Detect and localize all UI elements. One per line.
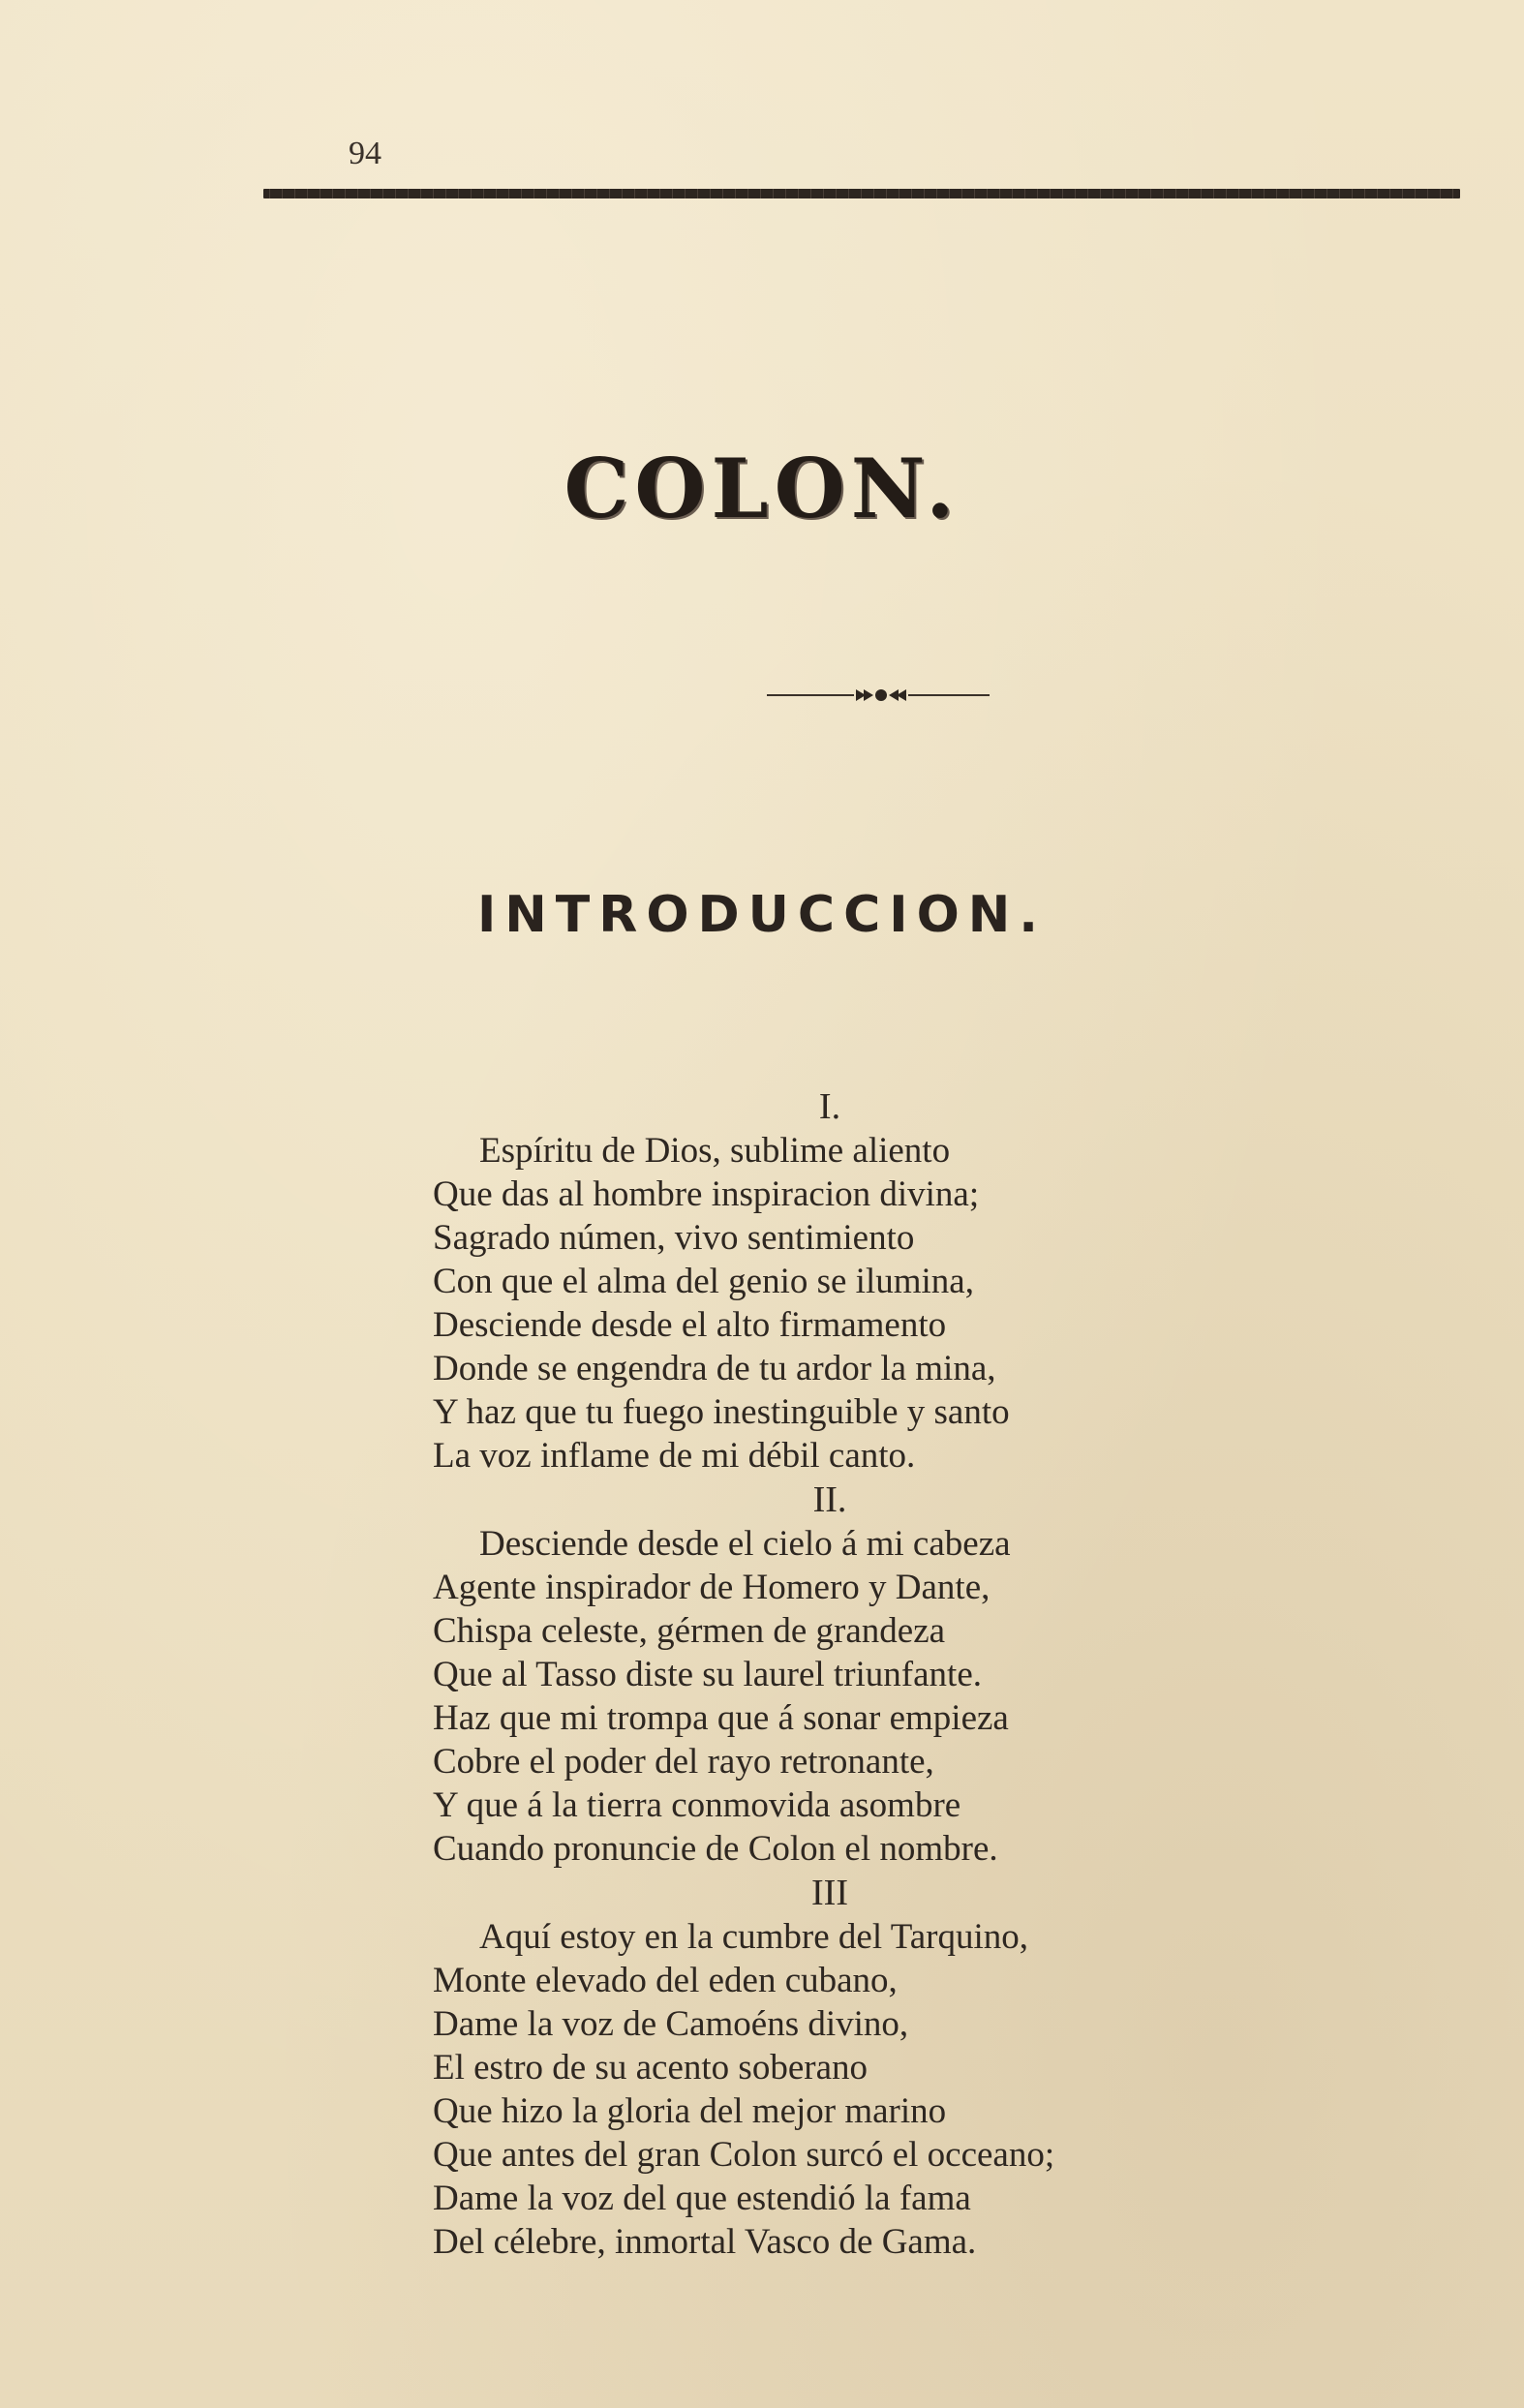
stanza-numeral: II.	[812, 1479, 847, 1520]
verse-line: Espíritu de Dios, sublime aliento	[479, 1131, 951, 1171]
verse-line: Del célebre, inmortal Vasco de Gama.	[433, 2222, 977, 2262]
verse-line: Que antes del gran Colon surcó el occeano;	[433, 2135, 1055, 2175]
verse-line: Aquí estoy en la cumbre del Tarquino,	[479, 1917, 1028, 1957]
verse-line: Haz que mi trompa que á sonar empieza	[433, 1698, 1009, 1738]
stanza-1	[0, 1084, 1524, 1478]
verse-line: Que das al hombre inspiracion divina;	[433, 1174, 980, 1214]
stanza-numeral: III	[811, 1873, 848, 1913]
verse-line: Agente inspirador de Homero y Dante,	[433, 1568, 991, 1607]
stanza-3	[0, 1871, 1524, 2264]
ornament-divider	[767, 684, 990, 707]
verse-line: Cuando pronuncie de Colon el nombre.	[433, 1829, 998, 1869]
verse-line: Desciende desde el cielo á mi cabeza	[479, 1524, 1011, 1564]
page-title: COLON.	[564, 441, 960, 536]
verse-line: Dame la voz del que estendió la fama	[433, 2179, 971, 2218]
header-rule	[263, 189, 1460, 198]
verse-line: Que hizo la gloria del mejor marino	[433, 2091, 947, 2131]
verse-line: Desciende desde el alto firmamento	[433, 1305, 947, 1345]
verse-line: Que al Tasso diste su laurel triunfante.	[433, 1655, 982, 1694]
verse-line: Chispa celeste, gérmen de grandeza	[433, 1611, 946, 1651]
verse-line: Con que el alma del genio se ilumina,	[433, 1262, 974, 1301]
page-number: 94	[349, 136, 381, 171]
verse-line: Cobre el poder del rayo retronante,	[433, 1742, 934, 1782]
poem-body	[0, 1084, 1524, 2264]
stanza-numeral: I.	[818, 1086, 841, 1127]
verse-line: Y haz que tu fuego inestinguible y santo	[433, 1392, 1010, 1432]
section-heading: INTRODUCCION.	[476, 886, 1048, 944]
verse-line: Dame la voz de Camoéns divino,	[433, 2004, 909, 2044]
verse-line: Monte elevado del eden cubano,	[433, 1961, 898, 2000]
verse-line: Donde se engendra de tu ardor la mina,	[433, 1349, 996, 1388]
verse-line: El estro de su acento soberano	[433, 2048, 868, 2088]
verse-line: Y que á la tierra conmovida asombre	[433, 1785, 961, 1825]
verse-line: Sagrado númen, vivo sentimiento	[433, 1218, 915, 1258]
stanza-2	[0, 1478, 1524, 1871]
verse-line: La voz inflame de mi débil canto.	[433, 1436, 916, 1476]
